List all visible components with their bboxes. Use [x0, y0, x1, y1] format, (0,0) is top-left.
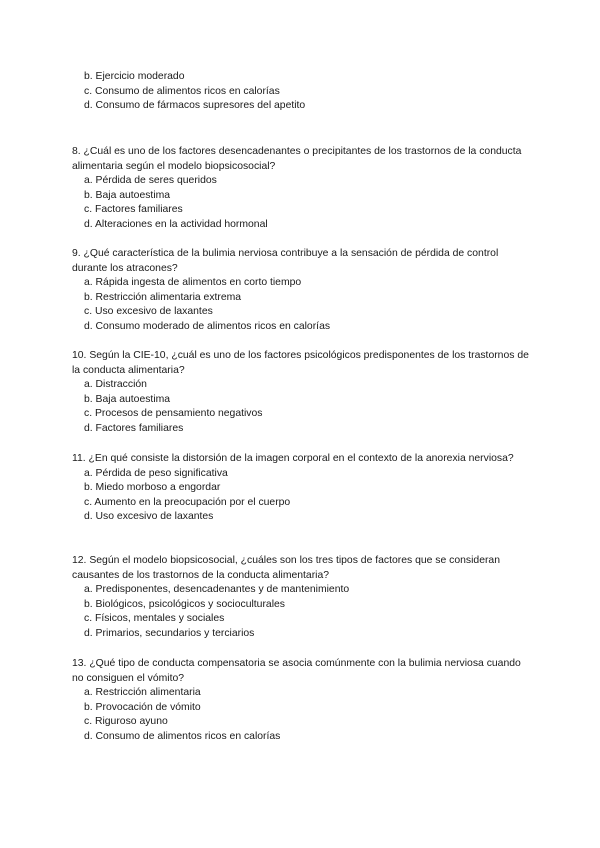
question-9	[72, 247, 532, 335]
answer-options	[72, 70, 532, 114]
answer-options	[72, 378, 532, 436]
answer-option: a. Rápida ingesta de alimentos en corto tiempo	[84, 277, 302, 289]
question-10	[72, 349, 532, 437]
answer-option: d. Consumo moderado de alimentos ricos en calorías	[84, 320, 331, 332]
answer-option: d. Consumo de fármacos supresores del apetito	[84, 100, 306, 112]
question-7-continuation	[72, 70, 532, 114]
answer-option: a. Distracción	[84, 379, 147, 391]
question-text: 11. ¿En qué consiste la distorsión de la imagen corporal en el contexto de la anorexia nerviosa?	[72, 453, 514, 464]
answer-option: b. Miedo morboso a engordar	[84, 482, 221, 494]
answer-options	[72, 467, 532, 525]
answer-option: d. Factores familiares	[84, 422, 184, 434]
answer-option: b. Baja autoestima	[84, 189, 171, 201]
answer-options	[72, 686, 532, 744]
answer-option: a. Predisponentes, desencadenantes y de mantenimiento	[84, 584, 350, 596]
answer-options	[72, 583, 532, 641]
question-11	[72, 452, 532, 525]
question-text: 8. ¿Cuál es uno de los factores desencadenantes o precipitantes de los trastornos de la conducta alimentaria según el modelo biopsicosocial?	[72, 146, 522, 172]
answer-options	[72, 276, 532, 334]
answer-option: d. Consumo de alimentos ricos en calorías	[84, 730, 281, 742]
answer-option: c. Procesos de pensamiento negativos	[84, 408, 263, 420]
answer-options	[72, 174, 532, 232]
answer-option: d. Uso excesivo de laxantes	[84, 511, 214, 523]
question-13	[72, 657, 532, 745]
answer-option: c. Riguroso ayuno	[84, 716, 168, 728]
answer-option: b. Biológicos, psicológicos y socioculturales	[84, 598, 285, 610]
question-text: 12. Según el modelo biopsicosocial, ¿cuáles son los tres tipos de factores que se consideran causantes de los trastornos de la conducta alimentaria?	[72, 555, 500, 581]
answer-option: c. Factores familiares	[84, 204, 183, 216]
answer-option: a. Pérdida de seres queridos	[84, 175, 217, 187]
answer-option: b. Restricción alimentaria extrema	[84, 291, 242, 303]
answer-option: a. Pérdida de peso significativa	[84, 467, 228, 479]
answer-option: c. Aumento en la preocupación por el cuerpo	[84, 496, 291, 508]
question-text: 10. Según la CIE-10, ¿cuál es uno de los factores psicológicos predisponentes de los trastornos de la conducta alimentaria?	[72, 350, 529, 376]
answer-option: c. Uso excesivo de laxantes	[84, 306, 213, 318]
answer-option: c. Físicos, mentales y sociales	[84, 613, 225, 625]
answer-option: b. Provocación de vómito	[84, 701, 201, 713]
answer-option: a. Restricción alimentaria	[84, 687, 201, 699]
answer-option: d. Primarios, secundarios y terciarios	[84, 627, 255, 639]
question-12	[72, 554, 532, 642]
answer-option: b. Baja autoestima	[84, 393, 171, 405]
question-text: 9. ¿Qué característica de la bulimia nerviosa contribuye a la sensación de pérdida de control durante los atracones?	[72, 248, 499, 274]
answer-option: b. Ejercicio moderado	[84, 71, 185, 82]
question-8	[72, 145, 532, 233]
answer-option: c. Consumo de alimentos ricos en calorías	[84, 85, 280, 97]
question-text: 13. ¿Qué tipo de conducta compensatoria se asocia comúnmente con la bulimia nerviosa cuando no consiguen el vómito?	[72, 658, 521, 684]
answer-option: d. Alteraciones en la actividad hormonal	[84, 218, 268, 230]
